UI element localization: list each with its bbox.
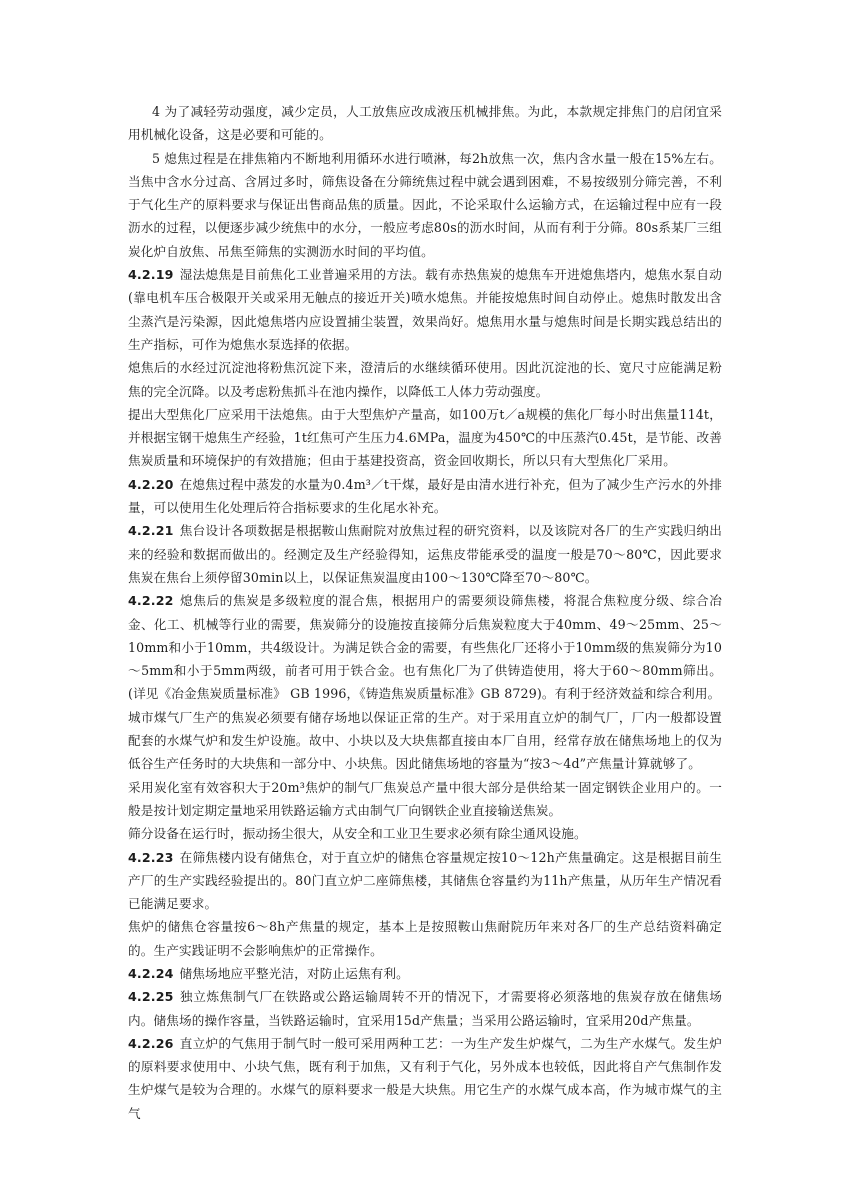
clause-4-2-20: 4.2.20 在熄焦过程中蒸发的水量为0.4m³／t干煤，最好是由清水进行补充，但为了减少生产污水的外排量，可以使用生化处理后符合指标要求的生化尾水补充。 [128, 476, 722, 516]
paragraph-bunker-capacity: 焦炉的储焦仓容量按6～8h产焦量的规定，基本上是按照鞍山焦耐院历年来对各厂的生产总结资料确定的。生产实践证明不会影响焦炉的正常操作。 [128, 919, 722, 958]
document-body [128, 100, 722, 1125]
clause-number: 4.2.24 [128, 965, 174, 981]
paragraph-coke-oven-supply: 采用炭化室有效容积大于20m³焦炉的制气厂焦炭总产量中很大部分是供给某一固定钢铁企业用户的。一般是按计划定期定量地采用铁路运输方式由制气厂向钢铁企业直接输送焦炭。 [128, 779, 722, 818]
clause-4-2-21: 4.2.21 焦台设计各项数据是根据鞍山焦耐院对放焦过程的研究资料，以及该院对各厂的生产实践归纳出来的经验和数据而做出的。经测定及生产经验得知，运焦皮带能承受的温度一般是70～80℃，因此要求焦炭在焦台上须停留30min以上，以保证焦炭温度由100～130℃降至70～80℃。 [128, 523, 722, 585]
clause-number: 4.2.22 [128, 593, 174, 609]
clause-4-2-25: 4.2.25 独立炼焦制气厂在铁路或公路运输周转不开的情况下，才需要将必须落地的焦炭存放在储焦场内。储焦场的操作容量，当铁路运输时，宜采用15d产焦量；当采用公路运输时，宜采用20d产焦量。 [128, 989, 722, 1028]
clause-4-2-24: 4.2.24 储焦场地应平整光洁，对防止运焦有利。 [128, 965, 409, 981]
clause-number: 4.2.19 [128, 267, 174, 283]
clause-4-2-22: 4.2.22 熄焦后的焦炭是多级粒度的混合焦，根据用户的需要须设筛焦楼，将混合焦粒度分级、综合冶金、化工、机械等行业的需要，焦炭筛分的设施按直接筛分后焦炭粒度大于40mm、49～25mm、25～10mm和小于10mm，共4级设计。为满足铁合金的需要，有些焦化厂还将小于10mm级的焦炭筛分为10～5mm和小于5mm两级，前者可用于铁合金。也有焦化厂为了供铸造使用，将大于60～80mm筛出。 (详见《冶金焦炭质量标准》 GB 1996，《铸造焦炭质量标准》GB 8729)。有利于经济效益和综合利用。 [128, 593, 722, 702]
paragraph-coke-storage: 城市煤气厂生产的焦炭必须要有储存场地以保证正常的生产。对于采用直立炉的制气厂，厂内一般都设置配套的水煤气炉和发生炉设施。故中、小块以及大块焦都直接由本厂自用，经常存放在储焦场地上的仅为低谷生产任务时的大块焦和一部分中、小块焦。因此储焦场地的容量为“按3～4d”产焦量计算就够了。 [128, 709, 722, 772]
clause-number: 4.2.20 [128, 476, 174, 492]
paragraph-item-4: 4 为了减轻劳动强度，减少定员，人工放焦应改成液压机械排焦。为此，本款规定排焦门的启闭宜采用机械化设备，这是必要和可能的。 [128, 104, 722, 143]
paragraph-item-5: 5 熄焦过程是在排焦箱内不断地利用循环水进行喷淋，每2h放焦一次，焦内含水量一般在15%左右。当焦中含水分过高、含屑过多时，筛焦设备在分筛统焦过程中就会遇到困难，不易按级别分筛完善，不利于气化生产的原料要求与保证出售商品焦的质量。因此，不论采取什么运输方式，在运输过程中应有一段沥水的过程，以便逐步减少统焦中的水分，一般应考虑80s的沥水时间，从而有利于分筛。80s系某厂三组炭化炉自放焦、吊焦至筛焦的实测沥水时间的平均值。 [128, 150, 722, 259]
clause-4-2-23: 4.2.23 在筛焦楼内设有储焦仓，对于直立炉的储焦仓容量规定按10～12h产焦量确定。这是根据目前生产厂的生产实践经验提出的。80门直立炉二座筛焦楼，其储焦仓容量约为11h产焦量，从历年生产情况看已能满足要求。 [128, 849, 722, 912]
clause-number: 4.2.25 [128, 989, 174, 1005]
paragraph-dust-removal: 筛分设备在运行时，振动扬尘很大，从安全和工业卫生要求必须有除尘通风设施。 [128, 826, 587, 842]
clause-4-2-26: 4.2.26 直立炉的气焦用于制气时一般可采用两种工艺：一为生产发生炉煤气，二为生产水煤气。发生炉的原料要求使用中、小块气焦，既有利于加焦，又有利于气化，另外成本也较低，因此将自产气焦制作发生炉煤气是较为合理的。水煤气的原料要求一般是大块焦。用它生产的水煤气成本高，作为城市煤气的主气 [128, 1035, 722, 1121]
clause-number: 4.2.23 [128, 849, 174, 865]
paragraph-dry-quenching: 提出大型焦化厂应采用干法熄焦。由于大型焦炉产量高，如100万t／a规模的焦化厂每小时出焦量114t，并根据宝钢干熄焦生产经验，1t红焦可产生压力4.6MPa，温度为450℃的中压蒸汽0.45t，是节能、改善焦炭质量和环境保护的有效措施；但由于基建投资高，资金回收期长，所以只有大型焦化厂采用。 [128, 406, 722, 469]
clause-number: 4.2.26 [128, 1035, 174, 1051]
clause-number: 4.2.21 [128, 523, 174, 539]
clause-4-2-19: 4.2.19 湿法熄焦是目前焦化工业普遍采用的方法。载有赤热焦炭的熄焦车开进熄焦塔内，熄焦水泵自动(靠电机车压合极限开关或采用无触点的接近开关)喷水熄焦。并能按熄焦时间自动停止。熄焦时散发出含尘蒸汽是污染源，因此熄焦塔内应设置捕尘装置，效果尚好。熄焦用水量与熄焦时间是长期实践总结出的生产指标，可作为熄焦水泵选择的依据。 [128, 267, 722, 352]
paragraph-settling-pond: 熄焦后的水经过沉淀池将粉焦沉淀下来，澄清后的水继续循环使用。因此沉淀池的长、宽尺寸应能满足粉焦的完全沉降。以及考虑粉焦抓斗在池内操作，以降低工人体力劳动强度。 [128, 360, 722, 399]
